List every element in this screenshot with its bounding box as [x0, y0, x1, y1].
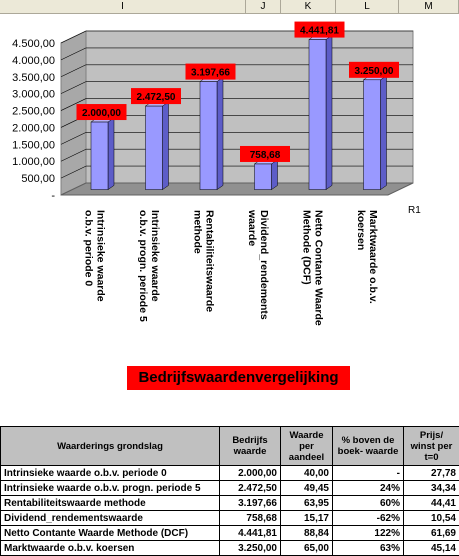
x-category-label: [192, 210, 216, 312]
x-category-label: [137, 210, 161, 322]
x-category-label-line: Netto Contante Waarde: [313, 210, 325, 326]
y-tick-label: 4.000,00: [12, 55, 55, 67]
x-category-label-line: Methode (DCF): [301, 210, 313, 285]
x-category-label: [355, 210, 379, 304]
y-tick-label: -: [51, 190, 55, 202]
table-cell[interactable]: 24%: [333, 481, 404, 496]
data-label: 2.472,50: [137, 92, 176, 103]
x-category-label: [246, 209, 270, 320]
x-category-label: [301, 210, 325, 326]
table-cell[interactable]: 4.441,81: [220, 526, 281, 541]
header-pct-boven-boekwaarde: % boven de boek- waarde: [333, 427, 404, 466]
table-cell[interactable]: 3.197,66: [220, 496, 281, 511]
table-cell[interactable]: 49,45: [281, 481, 333, 496]
data-label: 2.000,00: [82, 108, 121, 119]
bar-side: [108, 118, 114, 190]
bar-side: [326, 35, 332, 189]
bar: [364, 80, 381, 190]
table-cell[interactable]: Marktwaarde o.b.v. koersen: [1, 541, 220, 556]
table-row: [1, 496, 459, 511]
y-tick-label: 3.500,00: [12, 72, 55, 84]
table-cell[interactable]: Netto Contante Waarde Methode (DCF): [1, 526, 220, 541]
column-header-l[interactable]: L: [336, 0, 399, 13]
y-tick-label: 2.500,00: [12, 106, 55, 118]
data-label: 3.250,00: [355, 66, 394, 77]
table-cell[interactable]: Dividend_rendementswaarde: [1, 511, 220, 526]
table-cell[interactable]: 63%: [333, 541, 404, 556]
x-category-label-line: Rentabiliteitswaarde: [204, 210, 216, 312]
table-row: [1, 526, 459, 541]
x-category-label-line: Dividend_rendements: [258, 210, 270, 320]
table-cell[interactable]: 34,34: [404, 481, 459, 496]
table-cell[interactable]: 61,69: [404, 526, 459, 541]
x-category-label-line: Intrinsieke waarde: [95, 210, 107, 302]
column-header-i[interactable]: I: [0, 0, 246, 13]
y-tick-label: 1.500,00: [12, 139, 55, 151]
data-label: 3.197,66: [191, 68, 230, 79]
bar-side: [272, 160, 278, 190]
column-header-k[interactable]: K: [281, 0, 336, 13]
table-cell[interactable]: Intrinsieke waarde o.b.v. progn. periode 5: [1, 481, 220, 496]
table-cell[interactable]: 15,17: [281, 511, 333, 526]
table-row: [1, 541, 459, 556]
table-cell[interactable]: 44,41: [404, 496, 459, 511]
data-label: 758,68: [250, 150, 281, 161]
column-header-m[interactable]: M: [399, 0, 459, 13]
header-grondslag: Waarderings grondslag: [1, 427, 220, 466]
table-row: [1, 466, 459, 481]
column-header-j[interactable]: J: [246, 0, 281, 13]
table-cell[interactable]: Rentabiliteitswaarde methode: [1, 496, 220, 511]
bar: [255, 164, 272, 190]
y-tick-label: 500,00: [21, 173, 55, 185]
table-cell[interactable]: 10,54: [404, 511, 459, 526]
y-tick-label: 2.000,00: [12, 122, 55, 134]
table-cell[interactable]: 65,00: [281, 541, 333, 556]
chart-title: Bedrijfswaardenvergelijking: [127, 366, 350, 390]
table-cell[interactable]: 758,68: [220, 511, 281, 526]
column-header-bar: [0, 0, 459, 14]
table-cell[interactable]: 2.000,00: [220, 466, 281, 481]
table-cell[interactable]: 40,00: [281, 466, 333, 481]
x-category-label-line: o.b.v. periode 0: [83, 210, 95, 286]
table-cell[interactable]: Intrinsieke waarde o.b.v. periode 0: [1, 466, 220, 481]
table-row: [1, 481, 459, 496]
x-category-label: [83, 210, 107, 302]
bar: [200, 82, 217, 190]
x-category-label-line: Intrinsieke waarde: [149, 210, 161, 302]
y-tick-label: 4.500,00: [12, 38, 55, 50]
x-category-label-line: Marktwaarde o.b.v.: [367, 210, 379, 304]
bar-side: [381, 76, 387, 190]
table-header-row: [1, 427, 459, 466]
header-bedrijfswaarde: Bedrijfs waarde: [220, 427, 281, 466]
bar: [91, 122, 108, 190]
table-cell[interactable]: 3.250,00: [220, 541, 281, 556]
legend-series-name: R1: [408, 205, 421, 216]
table-cell[interactable]: 60%: [333, 496, 404, 511]
table-cell[interactable]: 27,78: [404, 466, 459, 481]
table-row: [1, 511, 459, 526]
table-cell[interactable]: 88,84: [281, 526, 333, 541]
table-cell[interactable]: 122%: [333, 526, 404, 541]
bar-chart[interactable]: [0, 13, 459, 413]
table-cell[interactable]: 45,14: [404, 541, 459, 556]
table-cell[interactable]: 63,95: [281, 496, 333, 511]
x-category-label-line: koersen: [355, 210, 367, 250]
y-tick-label: 1.000,00: [12, 156, 55, 168]
header-waarde-per-aandeel: Waarde per aandeel: [281, 427, 333, 466]
bar: [146, 106, 163, 190]
y-tick-label: 3.000,00: [12, 89, 55, 101]
valuation-table: [0, 426, 459, 554]
x-category-label-line: o.b.v. progn. periode 5: [137, 210, 149, 322]
bar-side: [163, 102, 169, 190]
header-prijs-winst: Prijs/ winst per t=0: [404, 427, 459, 466]
bar: [309, 40, 326, 190]
data-label: 4.441,81: [300, 26, 339, 37]
table-cell[interactable]: -62%: [333, 511, 404, 526]
x-category-label-line: methode: [192, 210, 204, 254]
bar-side: [217, 77, 223, 189]
x-category-label-line: waarde: [246, 209, 258, 246]
table-cell[interactable]: 2.472,50: [220, 481, 281, 496]
table-cell[interactable]: -: [333, 466, 404, 481]
